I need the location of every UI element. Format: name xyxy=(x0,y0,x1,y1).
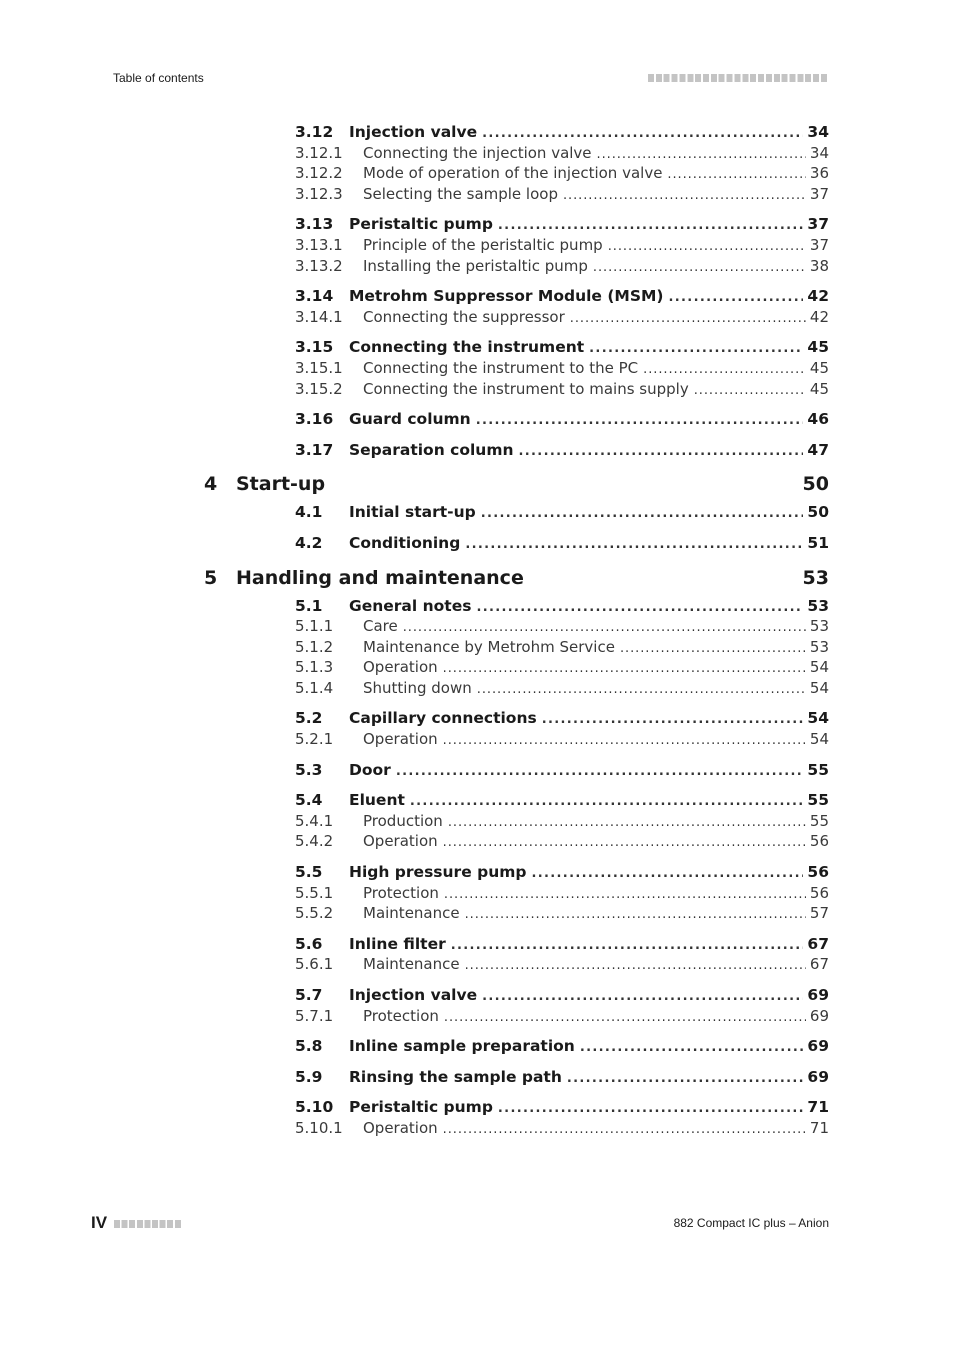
entry-page: 34 xyxy=(806,143,829,164)
dot-leader xyxy=(403,616,829,639)
entry-number: 5.4.2 xyxy=(295,832,334,851)
dot-leader xyxy=(498,1097,829,1120)
toc-section-entry[interactable] xyxy=(0,337,954,358)
entry-title: Initial start-up xyxy=(349,503,476,522)
toc-section-entry[interactable] xyxy=(0,409,954,430)
entry-page: 51 xyxy=(803,533,829,554)
entry-number: 5.7.1 xyxy=(295,1006,334,1025)
toc-section-group xyxy=(0,708,954,749)
entry-title: Operation xyxy=(363,1118,438,1137)
entry-page: 55 xyxy=(803,760,829,781)
dot-leader xyxy=(608,235,829,258)
entry-title: Mode of operation of the injection valve xyxy=(363,164,663,183)
toc-section-entry[interactable] xyxy=(0,440,954,461)
entry-page: 56 xyxy=(806,883,829,904)
toc-chapter[interactable] xyxy=(0,470,954,498)
toc-subsection-entry[interactable] xyxy=(0,358,954,379)
entry-page: 56 xyxy=(803,862,829,883)
entry-page: 53 xyxy=(806,637,829,658)
toc-section-entry[interactable] xyxy=(0,1067,954,1088)
entry-title: Injection valve xyxy=(349,123,478,141)
dot-leader xyxy=(444,1006,829,1029)
entry-page: 71 xyxy=(803,1097,829,1118)
entry-number: 5.1.1 xyxy=(295,617,334,636)
entry-number: 5.10 xyxy=(295,1098,334,1117)
entry-page: 34 xyxy=(803,122,829,143)
entry-number: 5.2 xyxy=(295,709,323,728)
toc-section-group xyxy=(0,934,954,975)
toc-section-entry[interactable] xyxy=(0,533,954,554)
entry-page: 46 xyxy=(803,409,829,430)
entry-page: 37 xyxy=(803,214,829,235)
entry-title: Injection valve xyxy=(349,986,478,1004)
toc-section-entry[interactable] xyxy=(0,708,954,729)
entry-number: 5.5.2 xyxy=(295,904,334,923)
entry-title: Maintenance xyxy=(363,955,460,974)
toc-section-group xyxy=(0,286,954,327)
table-of-contents xyxy=(0,122,954,1149)
toc-section-entry[interactable] xyxy=(0,286,954,307)
toc-section-entry[interactable] xyxy=(0,760,954,781)
entry-page: 69 xyxy=(803,1036,829,1057)
entry-number: 5.9 xyxy=(295,1067,323,1086)
entry-number: 3.14.1 xyxy=(295,307,343,326)
entry-title: Connecting the instrument to the PC xyxy=(363,358,639,377)
entry-page: 45 xyxy=(806,358,829,379)
footer-decoration xyxy=(114,1220,182,1228)
chapter-title: Start-up xyxy=(236,473,326,496)
entry-number: 5.6 xyxy=(295,934,323,953)
dot-leader xyxy=(410,790,829,813)
running-header: Table of contents xyxy=(113,71,204,85)
entry-number: 5.10.1 xyxy=(295,1118,343,1137)
toc-subsection-entry[interactable] xyxy=(0,163,954,184)
entry-page: 55 xyxy=(806,811,829,832)
toc-section-entry[interactable] xyxy=(0,934,954,955)
entry-number: 5.5 xyxy=(295,863,323,882)
toc-subsection-entry[interactable] xyxy=(0,831,954,852)
entry-page: 54 xyxy=(803,708,829,729)
document-title: 882 Compact IC plus – Anion xyxy=(673,1216,829,1230)
dot-leader xyxy=(620,637,829,660)
toc-section-group xyxy=(0,790,954,852)
dot-leader xyxy=(465,903,829,926)
entry-title: Inline sample preparation xyxy=(349,1037,575,1056)
chapter-page: 50 xyxy=(802,473,829,496)
entry-number: 5.2.1 xyxy=(295,730,334,749)
entry-title: Inline filter xyxy=(349,934,446,953)
toc-section-group xyxy=(0,596,954,699)
entry-number: 3.15 xyxy=(295,338,334,357)
entry-page: 53 xyxy=(803,596,829,617)
toc-section-group xyxy=(0,1036,954,1057)
toc-section-group xyxy=(0,1097,954,1138)
toc-section-group xyxy=(0,760,954,781)
dot-leader xyxy=(519,440,829,463)
dot-leader xyxy=(597,143,829,166)
entry-number: 3.17 xyxy=(295,440,334,459)
entry-title: General notes xyxy=(349,596,472,615)
entry-number: 5.4.1 xyxy=(295,811,334,830)
entry-title: Peristaltic pump xyxy=(349,1098,493,1117)
entry-title: Principle of the peristaltic pump xyxy=(363,235,603,254)
dot-leader xyxy=(580,1036,829,1059)
entry-title: Rinsing the sample path xyxy=(349,1067,562,1086)
toc-subsection-entry[interactable] xyxy=(0,379,954,400)
entry-number: 3.12.2 xyxy=(295,164,343,183)
entry-page: 36 xyxy=(806,163,829,184)
entry-number: 3.13 xyxy=(295,215,334,234)
toc-subsection-entry[interactable] xyxy=(0,954,954,975)
toc-section-entry[interactable] xyxy=(0,1097,954,1118)
dot-leader xyxy=(542,708,829,731)
entry-page: 54 xyxy=(806,678,829,699)
entry-number: 3.15.1 xyxy=(295,358,343,377)
entry-title: Connecting the injection valve xyxy=(363,143,592,162)
entry-page: 54 xyxy=(806,657,829,678)
entry-title: Operation xyxy=(363,730,438,749)
entry-number: 5.6.1 xyxy=(295,955,334,974)
dot-leader xyxy=(465,533,829,556)
entry-page: 56 xyxy=(806,831,829,852)
dot-leader xyxy=(443,831,829,854)
entry-title: Conditioning xyxy=(349,533,461,552)
entry-title: Door xyxy=(349,760,391,779)
entry-title: Production xyxy=(363,811,443,830)
dot-leader xyxy=(481,502,829,525)
entry-number: 3.13.2 xyxy=(295,256,343,275)
dot-leader xyxy=(482,985,829,1008)
toc-subsection-entry[interactable] xyxy=(0,184,954,205)
dot-leader xyxy=(563,184,829,207)
header-decoration xyxy=(648,74,829,82)
entry-number: 5.8 xyxy=(295,1037,323,1056)
toc-subsection-entry[interactable] xyxy=(0,256,954,277)
entry-page: 67 xyxy=(803,934,829,955)
toc-subsection-entry[interactable] xyxy=(0,1006,954,1027)
entry-number: 5.5.1 xyxy=(295,883,334,902)
entry-number: 3.12.1 xyxy=(295,143,343,162)
dot-leader xyxy=(477,678,829,701)
entry-page: 50 xyxy=(803,502,829,523)
toc-section-entry[interactable] xyxy=(0,214,954,235)
entry-title: Peristaltic pump xyxy=(349,215,493,234)
entry-number: 5.1 xyxy=(295,596,323,615)
entry-page: 55 xyxy=(803,790,829,811)
entry-number: 5.4 xyxy=(295,791,323,810)
toc-section-entry[interactable] xyxy=(0,502,954,523)
dot-leader xyxy=(443,729,829,752)
entry-title: High pressure pump xyxy=(349,863,527,882)
entry-number: 3.16 xyxy=(295,410,334,429)
entry-number: 3.13.1 xyxy=(295,235,343,254)
entry-number: 3.12.3 xyxy=(295,184,343,203)
toc-section-group xyxy=(0,862,954,924)
toc-subsection-entry[interactable] xyxy=(0,307,954,328)
entry-page: 54 xyxy=(806,729,829,750)
dot-leader xyxy=(465,954,829,977)
entry-number: 5.1.4 xyxy=(295,678,334,697)
toc-section-group xyxy=(0,533,954,554)
toc-section-group xyxy=(0,214,954,276)
entry-page: 69 xyxy=(803,1067,829,1088)
toc-subsection-entry[interactable] xyxy=(0,637,954,658)
chapter-title: Handling and maintenance xyxy=(236,566,524,589)
entry-title: Capillary connections xyxy=(349,709,537,728)
dot-leader xyxy=(448,811,829,834)
entry-title: Shutting down xyxy=(363,678,472,697)
dot-leader xyxy=(498,214,829,237)
toc-subsection-entry[interactable] xyxy=(0,883,954,904)
toc-section-group xyxy=(0,502,954,523)
entry-page: 69 xyxy=(803,985,829,1006)
entry-number: 3.12 xyxy=(295,123,334,141)
entry-title: Connecting the instrument to mains supply xyxy=(363,379,689,398)
entry-title: Metrohm Suppressor Module (MSM) xyxy=(349,287,664,306)
entry-title: Guard column xyxy=(349,410,471,429)
entry-page: 42 xyxy=(803,286,829,307)
chapter-number: 5 xyxy=(204,566,218,589)
entry-title: Connecting the suppressor xyxy=(363,307,565,326)
entry-title: Installing the peristaltic pump xyxy=(363,256,588,275)
toc-subsection-entry[interactable] xyxy=(0,903,954,924)
toc-subsection-entry[interactable] xyxy=(0,235,954,256)
entry-number: 3.15.2 xyxy=(295,379,343,398)
toc-section-entry[interactable] xyxy=(0,985,954,1006)
entry-title: Connecting the instrument xyxy=(349,338,585,357)
toc-chapter[interactable] xyxy=(0,564,954,592)
entry-page: 42 xyxy=(806,307,829,328)
toc-subsection-entry[interactable] xyxy=(0,678,954,699)
toc-section-entry[interactable] xyxy=(0,596,954,617)
toc-subsection-entry[interactable] xyxy=(0,729,954,750)
entry-page: 67 xyxy=(806,954,829,975)
entry-page: 69 xyxy=(806,1006,829,1027)
dot-leader xyxy=(570,307,829,330)
toc-section-entry[interactable] xyxy=(0,122,954,143)
toc-subsection-entry[interactable] xyxy=(0,1118,954,1139)
dot-leader xyxy=(667,163,829,186)
entry-title: Maintenance xyxy=(363,904,460,923)
entry-title: Operation xyxy=(363,832,438,851)
entry-number: 4.2 xyxy=(295,533,323,552)
entry-number: 5.1.2 xyxy=(295,637,334,656)
toc-subsection-entry[interactable] xyxy=(0,811,954,832)
entry-page: 47 xyxy=(803,440,829,461)
chapter-page: 53 xyxy=(802,566,829,589)
dot-leader xyxy=(482,122,829,145)
entry-title: Protection xyxy=(363,883,439,902)
entry-title: Separation column xyxy=(349,440,514,459)
toc-section-group xyxy=(0,985,954,1026)
entry-number: 5.7 xyxy=(295,986,323,1004)
toc-subsection-entry[interactable] xyxy=(0,616,954,637)
toc-section-group xyxy=(0,409,954,430)
entry-page: 38 xyxy=(806,256,829,277)
entry-page: 45 xyxy=(806,379,829,400)
toc-subsection-entry[interactable] xyxy=(0,657,954,678)
toc-section-group xyxy=(0,337,954,399)
dot-leader xyxy=(593,256,829,279)
toc-subsection-entry[interactable] xyxy=(0,143,954,164)
entry-title: Selecting the sample loop xyxy=(363,184,558,203)
toc-section-entry[interactable] xyxy=(0,790,954,811)
entry-page: 45 xyxy=(803,337,829,358)
toc-section-group xyxy=(0,440,954,461)
dot-leader xyxy=(443,657,829,680)
toc-section-group xyxy=(0,1067,954,1088)
entry-page: 71 xyxy=(806,1118,829,1139)
dot-leader xyxy=(451,934,829,957)
entry-number: 5.1.3 xyxy=(295,658,334,677)
entry-title: Protection xyxy=(363,1006,439,1025)
toc-section-group xyxy=(0,122,954,204)
entry-page: 37 xyxy=(806,184,829,205)
entry-title: Maintenance by Metrohm Service xyxy=(363,637,615,656)
dot-leader xyxy=(531,862,829,885)
entry-title: Eluent xyxy=(349,791,405,810)
entry-page: 37 xyxy=(806,235,829,256)
entry-page: 53 xyxy=(806,616,829,637)
entry-number: 3.14 xyxy=(295,287,334,306)
dot-leader xyxy=(589,337,829,360)
entry-number: 5.3 xyxy=(295,760,323,779)
page-number: IV xyxy=(91,1213,108,1232)
toc-section-entry[interactable] xyxy=(0,862,954,883)
dot-leader xyxy=(396,760,829,783)
dot-leader xyxy=(567,1067,829,1090)
entry-title: Operation xyxy=(363,658,438,677)
toc-section-entry[interactable] xyxy=(0,1036,954,1057)
dot-leader xyxy=(476,409,829,432)
dot-leader xyxy=(643,358,829,381)
dot-leader xyxy=(443,1118,829,1141)
entry-page: 57 xyxy=(806,903,829,924)
chapter-number: 4 xyxy=(204,473,218,496)
entry-title: Care xyxy=(363,617,398,636)
entry-number: 4.1 xyxy=(295,503,323,522)
dot-leader xyxy=(476,596,829,619)
dot-leader xyxy=(444,883,829,906)
